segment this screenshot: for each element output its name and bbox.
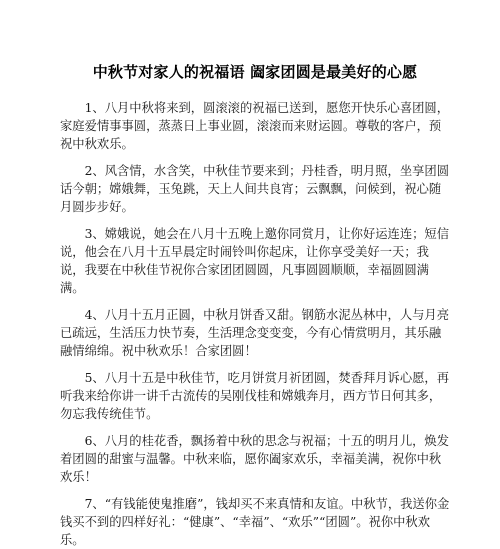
paragraph-6: 6、八月的桂花香，飘扬着中秋的思念与祝福；十五的明月儿，焕发着团圆的甜蜜与温馨。中秋来临，愿你阖家欢乐，幸福美满，祝你中秋欢乐！ (60, 434, 450, 484)
paragraph-5: 5、八月十五是中秋佳节，吃月饼赏月祈团圆，焚香拜月诉心愿，再听我来给你讲一讲千古流传的吴刚伐桂和嫦娥奔月，西方节日何其多，勿忘我传统佳节。 (60, 371, 450, 421)
paragraph-1: 1、八月中秋将来到，圆滚滚的祝福已送到，愿您开快乐心喜团圆，家庭爱情事事圆，蒸蒸日上事业圆，滚滚而来财运圆。尊敬的客户，预祝中秋欢乐。 (60, 101, 450, 151)
paragraph-3: 3、嫦娥说，她会在八月十五晚上邀你同赏月，让你好运连连；短信说，他会在八月十五早晨定时闹铃叫你起床，让你享受美好一天；我说，我要在中秋佳节祝你合家团团圆圆，凡事圆圆顺顺，幸福圆圆满满。 (60, 227, 450, 295)
document-title: 中秋节对家人的祝福语 阖家团圆是最美好的心愿 (92, 63, 418, 81)
paragraph-2: 2、风含情，水含笑，中秋佳节要来到；丹桂香，明月照，坐享团圆话今朝；嫦娥舞，玉兔跳，天上人间共良宵；云飘飘，问候到，祝心随月圆步步好。 (60, 164, 450, 214)
paragraph-4: 4、八月十五月正圆，中秋月饼香又甜。钢筋水泥丛林中，人与月亮已疏远，生活压力快节奏，生活理念变变变，今有心情赏明月，其乐融融情绵绵。祝中秋欢乐！合家团圆！ (60, 308, 450, 358)
paragraph-7: 7、“有钱能使鬼推磨”，钱却买不来真情和友谊。中秋节，我送你金钱买不到的四样好礼：“健康”、“幸福”、“欢乐”“团圆”。祝你中秋欢乐。 (60, 497, 450, 547)
